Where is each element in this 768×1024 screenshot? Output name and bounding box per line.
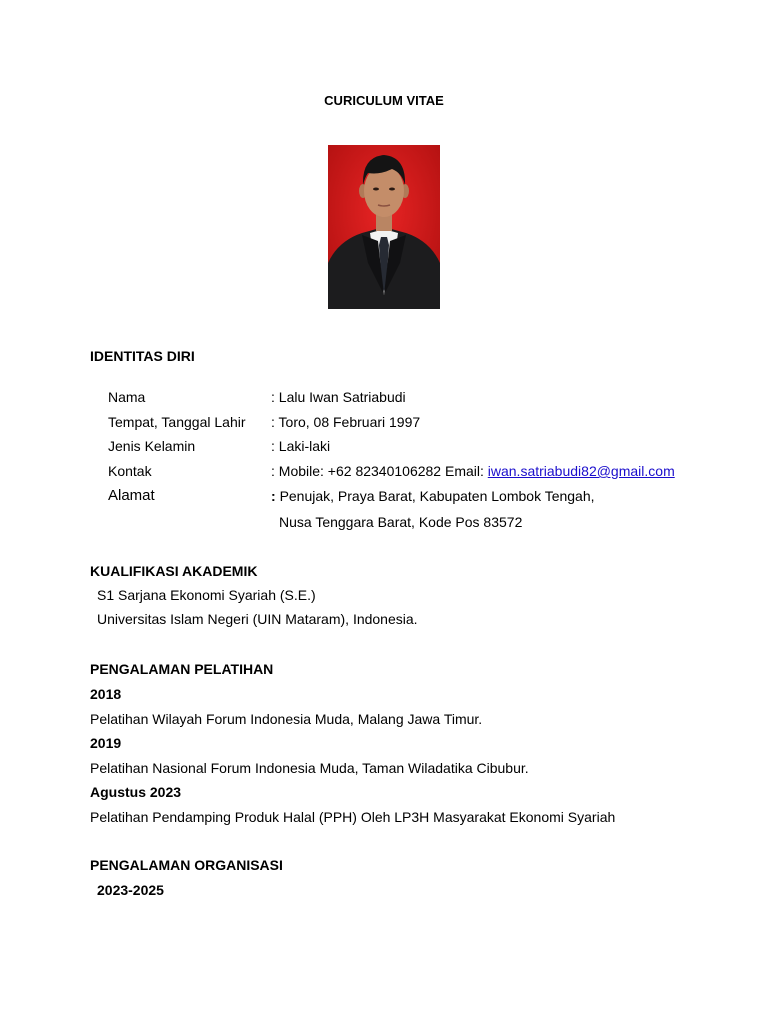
- alamat-colon: :: [271, 488, 276, 504]
- value-alamat: [271, 489, 595, 503]
- label-kontak: Kontak: [108, 463, 152, 479]
- identity-heading: IDENTITAS DIRI: [90, 348, 195, 364]
- alamat-line-2: Nusa Tenggara Barat, Kode Pos 83572: [279, 514, 523, 530]
- value-kontak: [271, 464, 675, 478]
- value-ttl: : Toro, 08 Februari 1997: [271, 414, 421, 430]
- portrait-image: [328, 145, 440, 309]
- cv-title: CURICULUM VITAE: [324, 93, 444, 108]
- training-year: 2018: [90, 686, 122, 702]
- value-nama: : Lalu Iwan Satriabudi: [271, 389, 406, 405]
- organization-heading: PENGALAMAN ORGANISASI: [90, 857, 283, 873]
- label-nama: Nama: [108, 389, 146, 405]
- label-ttl: Tempat, Tanggal Lahir: [108, 414, 246, 430]
- organization-period: 2023-2025: [97, 882, 164, 898]
- training-year: Agustus 2023: [90, 784, 182, 800]
- label-gender: Jenis Kelamin: [108, 438, 196, 454]
- training-heading: PENGALAMAN PELATIHAN: [90, 661, 274, 677]
- education-heading: KUALIFIKASI AKADEMIK: [90, 563, 258, 579]
- label-alamat: Alamat: [108, 487, 155, 504]
- alamat-line-1: Penujak, Praya Barat, Kabupaten Lombok Tengah,: [279, 488, 595, 504]
- training-year: 2019: [90, 735, 122, 751]
- training-item: Pelatihan Nasional Forum Indonesia Muda, Taman Wiladatika Cibubur.: [90, 760, 529, 776]
- email-link[interactable]: iwan.satriabudi82@gmail.com: [487, 463, 675, 479]
- value-gender: : Laki-laki: [271, 438, 331, 454]
- education-degree: S1 Sarjana Ekonomi Syariah (S.E.): [97, 587, 316, 603]
- profile-photo: [328, 145, 440, 309]
- education-university: Universitas Islam Negeri (UIN Mataram), Indonesia.: [97, 611, 418, 627]
- training-item: Pelatihan Pendamping Produk Halal (PPH) Oleh LP3H Masyarakat Ekonomi Syariah: [90, 809, 616, 825]
- training-item: Pelatihan Wilayah Forum Indonesia Muda, Malang Jawa Timur.: [90, 711, 483, 727]
- contact-text: : Mobile: +62 82340106282 Email:: [271, 463, 488, 479]
